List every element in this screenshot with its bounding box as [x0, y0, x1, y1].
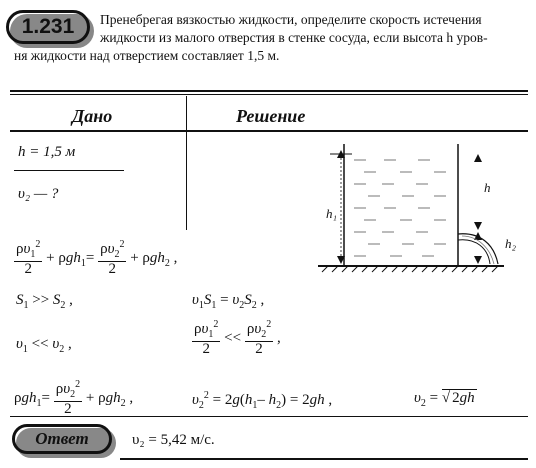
rule-top — [10, 90, 528, 92]
simplified-bernoulli: ρgh$_1$= $\frac{\rho\upsilon_2^2}{2}$ + ρgh$_2$ , — [14, 379, 134, 417]
rule-top-thin — [10, 94, 528, 95]
bernoulli-equation: $\frac{\rho\upsilon_1^2}{2}$ + ρgh$_1$= $\frac{\rho\upsilon_2^2}{2}$ + ρgh$_2$ , — [16, 239, 178, 277]
problem-line-2: жидкости из малого отверстия в стенке сосуда, если высота h уров- — [100, 30, 488, 45]
given-find: υ₂ — ? — [18, 186, 59, 202]
problem-line-3: ня жидкости над отверстием составляет 1,5 м. — [14, 48, 280, 63]
problem-number: 1.231 — [21, 15, 75, 38]
rule-answer-bottom — [120, 458, 528, 460]
given-divider — [186, 96, 187, 230]
rule-header — [10, 130, 528, 132]
area-relation: $S_1 >> S_2$ , — [16, 292, 73, 311]
problem-number-badge — [6, 10, 90, 44]
label-h1: h₁ — [326, 206, 338, 221]
continuity-equation: $\upsilon_1S_1 = \upsilon_2S_2$ , — [192, 292, 265, 311]
given-header: Дано — [72, 106, 113, 126]
solution-header: Решение — [236, 106, 306, 126]
velocity-formula: $\upsilon_2$ = √ 2gh — [414, 390, 475, 409]
given-underline — [14, 170, 124, 171]
problem-line-1: Пренебрегая вязкостью жидкости, определите скорость истечения — [100, 12, 482, 27]
velocity-relation: $\upsilon_1 << \upsilon_2$ , — [16, 336, 72, 355]
kinetic-comparison: $\frac{\rho\upsilon_1^2}{2}$ << $\frac{\rho\upsilon_2^2}{2}$ , — [194, 319, 281, 357]
given-h: h = 1,5 м — [18, 144, 76, 160]
answer-value: υ₂ = 5,42 м/с. — [132, 432, 215, 448]
rule-answer-top — [10, 416, 528, 417]
vessel-figure — [318, 140, 528, 280]
velocity-squared: $\upsilon_2^2 = 2g(h_1-$ $h_2) = 2gh$ , — [192, 390, 333, 411]
label-h2: h₂ — [505, 236, 517, 251]
answer-badge: Ответ — [12, 424, 112, 454]
label-h: h — [484, 180, 491, 195]
